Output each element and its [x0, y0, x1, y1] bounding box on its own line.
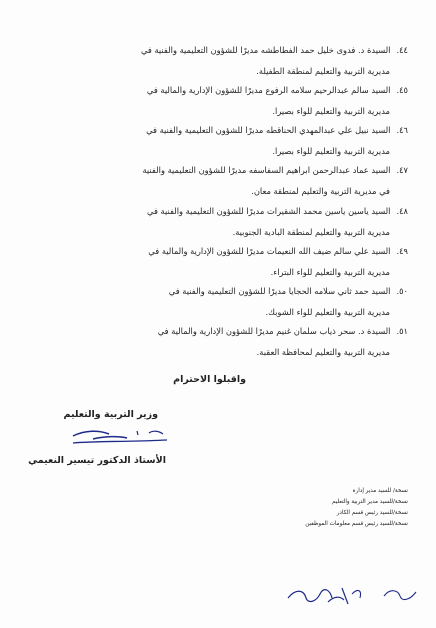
- item-line-2: مديرية التربية والتعليم للواء بصيرا.: [272, 146, 390, 156]
- closing-salutation: واقبلوا الاحترام: [173, 374, 246, 385]
- item-number: ٤٨.: [396, 206, 408, 216]
- item-line-2: مديرية التربية والتعليم لمنطقة الطفيلة.: [256, 66, 390, 76]
- appointment-item-51: [23, 321, 408, 363]
- item-number: ٤٩.: [396, 246, 408, 256]
- item-number: ٤٦.: [396, 125, 408, 135]
- appointment-item-50: [23, 281, 408, 323]
- handwritten-signature: [65, 424, 175, 454]
- signatory-title: وزير التربية والتعليم: [63, 409, 158, 420]
- item-line-1: السيدة د. فدوى خليل حمد الفطاطشه مديرًا للشؤون التعليمية والفنية في: [140, 45, 391, 55]
- item-line-1: السيد علي سالم ضيف الله النعيمات مديرًا للشؤون الإدارية والمالية في: [148, 246, 391, 256]
- appointment-item-44: [23, 40, 408, 82]
- appointment-item-49: [23, 241, 408, 283]
- item-line-1: السيد ياسين ياسين محمد الشقيرات مديرًا للشؤون التعليمية والفنية في: [147, 206, 391, 216]
- copy-line: نسخة/للسيد رئيس قسم الكادر: [336, 510, 408, 516]
- copy-line: نسخة/ للسيد مدير إدارة: [352, 488, 408, 494]
- appointment-item-45: [23, 80, 408, 122]
- item-line-2: مديرية التربية والتعليم للواء الشوبك.: [265, 307, 390, 317]
- appointment-item-46: [23, 120, 408, 162]
- item-number: ٤٤.: [396, 45, 408, 55]
- copy-line: نسخة/للسيد رئيس قسم معلومات الموظفين: [305, 521, 408, 527]
- signatory-name: الأستاذ الدكتور تيسير النعيمي: [28, 455, 166, 466]
- item-number: ٤٥.: [396, 85, 408, 95]
- item-line-1: السيد حمد ثاني سلامه الحجايا مديرًا للشؤون التعليمية والفنية في: [168, 286, 391, 296]
- item-line-1: السيدة د. سحر ذياب سلمان غنيم مديرًا للشؤون الإدارية والمالية في: [157, 326, 391, 336]
- handwritten-initials: [282, 578, 422, 614]
- appointment-item-47: [23, 160, 408, 202]
- item-number: ٤٧.: [396, 165, 408, 175]
- item-number: ٥٠.: [396, 286, 408, 296]
- appointment-item-48: [23, 201, 408, 243]
- item-line-2: مديرية التربية والتعليم للواء البتراء.: [270, 267, 390, 277]
- copy-line: نسخة/للسيد مدير التربية والتعليم: [331, 499, 408, 505]
- copies-list: [305, 486, 408, 530]
- item-line-2: مديرية التربية والتعليم للواء بصيرا.: [272, 106, 390, 116]
- item-number: ٥١.: [396, 326, 408, 336]
- item-line-2: مديرية التربية والتعليم لمنطقة البادية الجنوبية.: [232, 227, 390, 237]
- item-line-1: السيد عماد عبدالرحمن ابراهيم السفاسفه مديرًا للشؤون التعليمية والفنية: [142, 165, 391, 175]
- item-line-2: في مديرية التربية والتعليم لمنطقة معان.: [251, 186, 390, 196]
- item-line-1: السيد سالم عبدالرحيم سلامه الرفوع مديرًا للشؤون الإدارية والمالية في: [146, 85, 391, 95]
- item-line-2: مديرية التربية والتعليم لمحافظة العقبة.: [256, 347, 390, 357]
- item-line-1: السيد نبيل علي عبدالمهدي الحناقطه مديرًا للشؤون التعليمية والفنية في: [146, 125, 391, 135]
